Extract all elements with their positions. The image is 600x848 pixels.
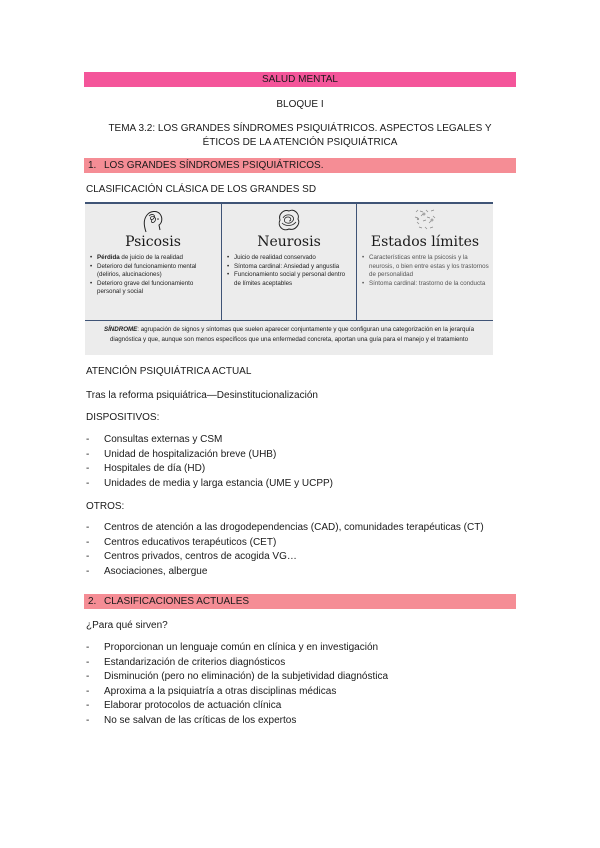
estados-limites-feature: • Síntoma cardinal: trastorno de la conducta (362, 280, 489, 289)
subject-title: SALUD MENTAL (262, 74, 338, 85)
psicosis-feature: • Deterioro grave del funcionamiento personal y social (90, 280, 217, 297)
topic-title-line-2: ÉTICOS DE LA ATENCIÓN PSIQUIÁTRICA (202, 137, 398, 148)
others-list (86, 521, 484, 579)
list-item: - Unidades de media y larga estancia (UME y UCPP) (86, 477, 333, 489)
estados-limites-feature: • Características entre la psicosis y la neurosis, o bien entre estas y los trastornos de personalidad (362, 254, 489, 280)
list-item: - Consultas externas y CSM (86, 434, 223, 445)
estados-limites-features (362, 254, 489, 288)
classic-classification-heading: CLASIFICACIÓN CLÁSICA DE LOS GRANDES SD (86, 184, 317, 195)
list-item: - Disminución (pero no eliminación) de la subjetividad diagnóstica (86, 671, 389, 683)
list-item: - Centros de atención a las drogodependencias (CAD), comunidades terapéuticas (CT) (86, 522, 484, 533)
devices-heading: DISPOSITIVOS: (86, 412, 160, 423)
section-1-number: 1. (88, 160, 97, 171)
section-2-number: 2. (88, 596, 97, 607)
scattered-thoughts-icon (410, 206, 440, 237)
figure-title-psicosis: Psicosis (125, 234, 181, 250)
subject-title-bar (84, 72, 516, 87)
figure-title-neurosis: Neurosis (257, 234, 321, 250)
section-2-heading (84, 594, 516, 609)
list-item: - Centros privados, centros de acogida VG… (86, 551, 297, 563)
reform-text: Tras la reforma psiquiátrica—Desinstitucionalización (86, 390, 318, 401)
purpose-question: ¿Para qué sirven? (86, 620, 168, 631)
syndrome-definition-text: : agrupación de signos y síntomas que suelen aparecer conjuntamente y que configuran una categorización en la jerarquía diagnóstica y que, aunque son menos específicos que una enfermedad concreta, aportan una guía para el manejo y el tratamiento (109, 326, 475, 343)
figure-column-estados-limites (356, 202, 493, 320)
psicosis-feature: • Pérdida de juicio de la realidad (90, 254, 217, 263)
scribble-cloud-icon (275, 206, 303, 237)
block-title: BLOQUE I (276, 99, 324, 110)
section-1-title: LOS GRANDES SÍNDROMES PSIQUIÁTRICOS. (104, 160, 324, 171)
list-item: - No se salvan de las críticas de los expertos (86, 714, 297, 726)
syndrome-label: SÍNDROME (103, 326, 138, 333)
topic-title-line-1: TEMA 3.2: LOS GRANDES SÍNDROMES PSIQUIÁTRICOS. ASPECTOS LEGALES Y (108, 123, 492, 134)
figure-column-neurosis (221, 202, 356, 320)
list-item: - Hospitales de día (HD) (86, 463, 206, 475)
neurosis-feature: • Juicio de realidad conservado (227, 254, 352, 263)
figure-note-rule (85, 320, 493, 321)
list-item: - Proporcionan un lenguaje común en clínica y en investigación (86, 642, 379, 653)
list-item: - Unidad de hospitalización breve (UHB) (86, 448, 277, 460)
neurosis-feature: • Síntoma cardinal: Ansiedad y angustia (227, 263, 352, 272)
neurosis-feature: • Funcionamiento social y personal dentro de límites aceptables (227, 271, 352, 288)
section-1-heading (84, 158, 516, 173)
current-care-heading: ATENCIÓN PSIQUIÁTRICA ACTUAL (86, 366, 252, 377)
purpose-list (86, 641, 388, 729)
figure-column-psicosis (85, 202, 221, 320)
syndrome-definition (91, 325, 487, 344)
list-item: - Centros educativos terapéuticos (CET) (86, 536, 277, 548)
devices-list (86, 433, 333, 491)
list-item: - Asociaciones, albergue (86, 565, 208, 577)
list-item: - Elaborar protocolos de actuación clínica (86, 700, 282, 712)
psicosis-features (90, 254, 217, 297)
syndromes-figure (85, 202, 493, 355)
list-item: - Aproxima a la psiquiatría a otras disciplinas médicas (86, 685, 337, 697)
psicosis-feature: • Deterioro del funcionamiento mental (delirios, alucinaciones) (90, 263, 217, 280)
others-heading: OTROS: (86, 501, 125, 512)
list-item: - Estandarización de criterios diagnósticos (86, 656, 286, 668)
figure-title-estados-limites: Estados límites (370, 234, 480, 250)
section-2-title: CLASIFICACIONES ACTUALES (104, 596, 250, 607)
neurosis-features (227, 254, 352, 288)
